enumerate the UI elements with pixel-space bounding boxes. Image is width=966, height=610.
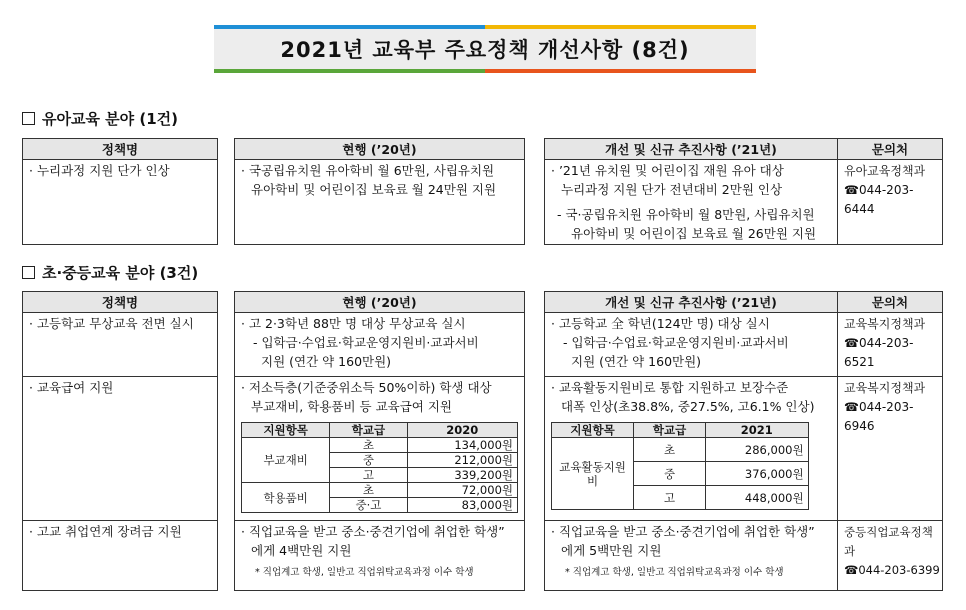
col-current: 현행 (’20년) (235, 292, 525, 313)
improved-cell: · 교육활동지원비로 통합 지원하고 보장수준 대폭 인상(초38.8%, 중27.5%, 고6.1% 인상) 지원항목 학교급 2021 교육활동지원비 초 286,000원 중 376,000원 고 448,000원 (545, 377, 838, 521)
improved-cell: · ’21년 유치원 및 어린이집 재원 유아 대상 누리과정 지원 단가 전년대비 2만원 인상 - 국·공립유치원 유아학비 월 8만원, 사립유치원 유아학비 및 어린이집 보육료 월 26만원 지원 (545, 160, 838, 245)
col-policy: 정책명 (23, 292, 218, 313)
early-table (22, 138, 943, 245)
policy-name: · 고교 취업연계 장려금 지원 (23, 521, 218, 591)
school-table (22, 291, 943, 591)
section-school-heading (22, 262, 198, 283)
contact-cell: 중등직업교육정책과 ☎044-203-6399 (838, 521, 943, 591)
col-current: 현행 (’20년) (235, 139, 525, 160)
improved-cell: · 직업교육을 받고 중소·중견기업에 취업한 학생” 에게 5백만원 지원 * 직업계고 학생, 일반고 직업위탁교육과정 이수 학생 (545, 521, 838, 591)
policy-name: · 누리과정 지원 단가 인상 (23, 160, 218, 245)
current-cell: · 직업교육을 받고 중소·중견기업에 취업한 학생” 에게 4백만원 지원 * 직업계고 학생, 일반고 직업위탁교육과정 이수 학생 (235, 521, 525, 591)
col-improved: 개선 및 신규 추진사항 (’21년) (545, 292, 838, 313)
improved-cell: · 고등학교 全 학년(124만 명) 대상 실시 - 입학금·수업료·학교운영지원비·교과서비 지원 (연간 약 160만원) (545, 313, 838, 377)
contact-cell: 교육복지정책과 ☎044-203-6521 (838, 313, 943, 377)
section-title: 초·중등교육 분야 (3건) (42, 264, 199, 282)
table-row (23, 377, 943, 521)
budget-table-2020: 지원항목 학교급 2020 부교재비 초 134,000원 중 212,000원 고 339,200원 학용품비 초 72,000원 중·고 83,000원 (241, 422, 518, 513)
budget-table-2021: 지원항목 학교급 2021 교육활동지원비 초 286,000원 중 376,000원 고 448,000원 (551, 422, 809, 510)
title-banner (214, 25, 756, 73)
section-early-heading (22, 108, 178, 129)
checkbox-icon (22, 112, 35, 125)
col-policy: 정책명 (23, 139, 218, 160)
current-cell: · 국공립유치원 유아학비 월 6만원, 사립유치원 유아학비 및 어린이집 보육료 월 24만원 지원 (235, 160, 525, 245)
checkbox-icon (22, 266, 35, 279)
page-title: 2021년 교육부 주요정책 개선사항 (8건) (280, 38, 690, 62)
current-cell: · 고 2·3학년 88만 명 대상 무상교육 실시 - 입학금·수업료·학교운영지원비·교과서비 지원 (연간 약 160만원) (235, 313, 525, 377)
section-title: 유아교육 분야 (1건) (42, 110, 179, 128)
table-row (23, 521, 943, 591)
policy-name: · 고등학교 무상교육 전면 실시 (23, 313, 218, 377)
contact-cell: 교육복지정책과 ☎044-203-6946 (838, 377, 943, 521)
col-contact: 문의처 (838, 292, 943, 313)
policy-name: · 교육급여 지원 (23, 377, 218, 521)
col-contact: 문의처 (838, 139, 943, 160)
current-cell: · 저소득층(기준중위소득 50%이하) 학생 대상 부교재비, 학용품비 등 교육급여 지원 지원항목 학교급 2020 부교재비 초 134,000원 중 212,000원 고 339,200원 학용품비 초 72,000원 중·고 83,000원 (235, 377, 525, 521)
table-row (23, 313, 943, 377)
table-row (23, 160, 943, 245)
contact-cell: 유아교육정책과 ☎044-203-6444 (838, 160, 943, 245)
col-improved: 개선 및 신규 추진사항 (’21년) (545, 139, 838, 160)
